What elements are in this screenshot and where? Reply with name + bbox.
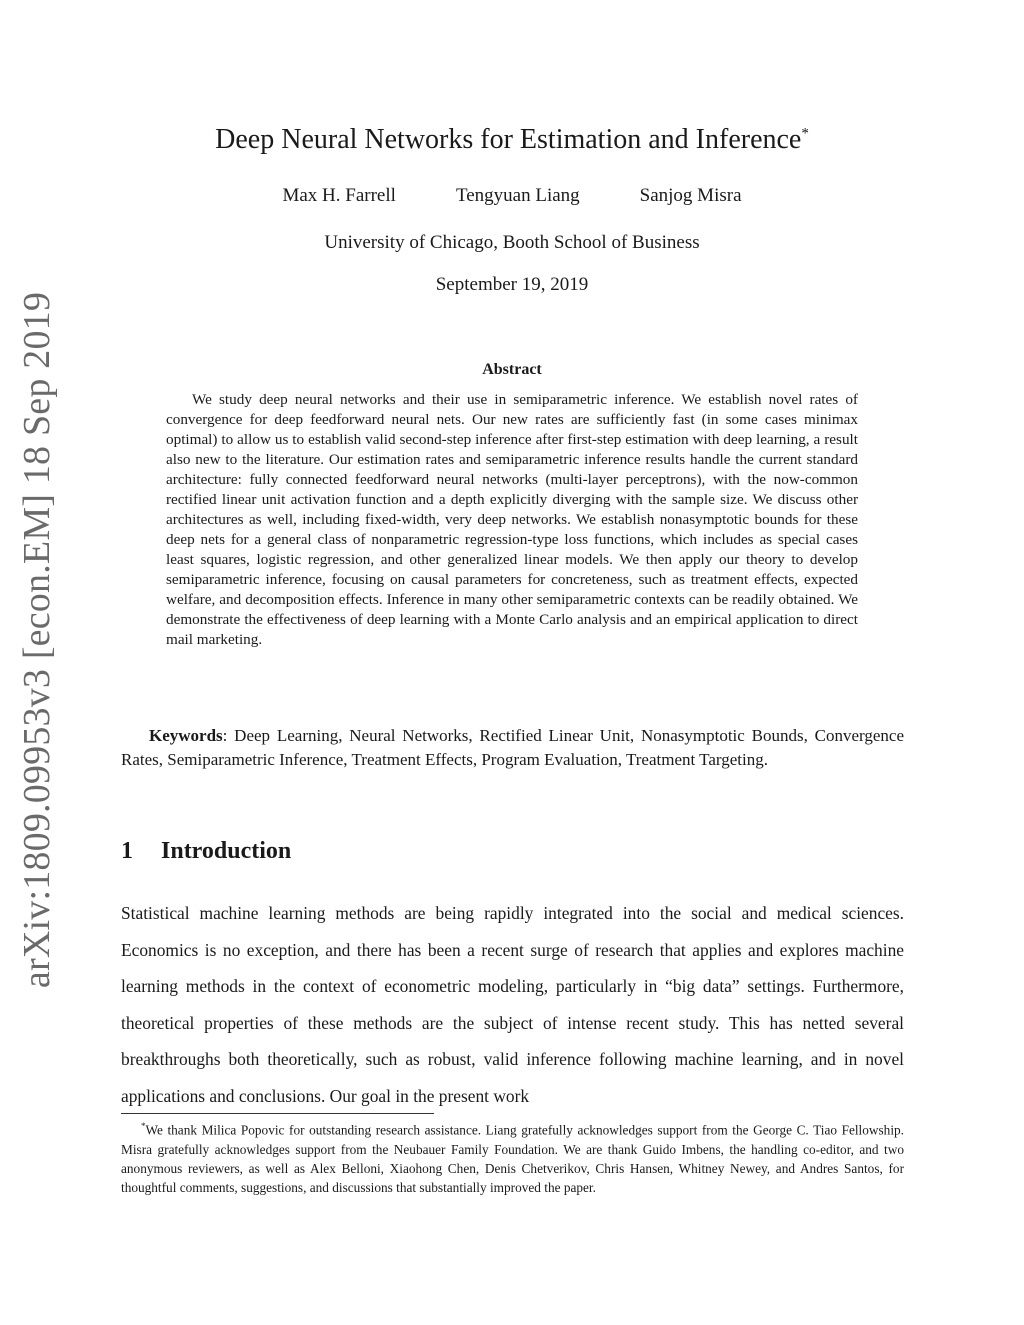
keywords-label: Keywords (149, 726, 223, 745)
author-liang: Tengyuan Liang (455, 185, 580, 206)
footnote-text: We thank Milica Popovic for outstanding research assistance. Liang gratefully acknowledges support from the George C. Tiao Fellowship. Misra gratefully acknowledges support from the Neubauer Family Foundation. We are thank Guido Imbens, the handling co-editor, and two anonymous reviewers, as well as Alex Belloni, Xiaohong Chen, Denis Chetverikov, Chris Hansen, Whitney Newey, and Andres Santos, for thoughtful comments, suggestions, and discussions that substantially improved the paper. (121, 1122, 904, 1196)
keywords-list: : Deep Learning, Neural Networks, Rectified Linear Unit, Nonasymptotic Bounds, Convergence Rates, Semiparametric Inference, Treatment Effects, Program Evaluation, Treatment Targeting. (121, 726, 904, 769)
footnote-mark: * (141, 1121, 146, 1131)
paper-date: September 19, 2019 (435, 274, 589, 295)
section-title-text: Introduction (161, 838, 292, 864)
keywords-paragraph (121, 724, 904, 772)
footnote (121, 1117, 904, 1198)
section-number: 1 (121, 838, 133, 864)
title-footnote-mark[interactable]: * (801, 125, 809, 142)
footnote-divider (121, 1113, 434, 1114)
author-farrell: Max H. Farrell (282, 185, 396, 206)
introduction-paragraph: Statistical machine learning methods are being rapidly integrated into the social and medical sciences. Economics is no exception, and there has been a recent surge of research that applies and explores machine learning methods in the context of econometric modeling, particularly in “big data” settings. Furthermore, theoretical properties of these methods are the subject of intense recent study. This has netted several breakthroughs both theoretically, such as robust, valid inference following machine learning, and in novel applications and conclusions. Our goal in the present work (121, 903, 904, 1106)
arxiv-identifier[interactable]: arXiv:1809.09953v3 [econ.EM] 18 Sep 2019 (16, 291, 58, 989)
section-heading-introduction (121, 838, 291, 865)
paper-title (0, 124, 1024, 156)
author-misra: Sanjog Misra (639, 185, 742, 206)
abstract-text: We study deep neural networks and their use in semiparametric inference. We establish novel rates of convergence for deep feedforward neural nets. Our new rates are sufficiently fast (in some cases minimax optimal) to allow us to establish valid second-step inference after first-step estimation with deep learning, a result also new to the literature. Our estimation rates and semiparametric inference results handle the current standard architecture: fully connected feedforward neural networks (multi-layer perceptrons), with the now-common rectified linear unit activation function and a depth explicitly diverging with the sample size. We discuss other architectures as well, including fixed-width, very deep networks. We establish nonasymptotic bounds for these deep nets for a general class of nonparametric regression-type loss functions, which includes as special cases least squares, logistic regression, and other generalized linear models. We then apply our theory to develop semiparametric inference, focusing on causal parameters for concreteness, such as treatment effects, expected welfare, and decomposition effects. Inference in many other semiparametric contexts can be readily obtained. We demonstrate the effectiveness of deep learning with a Monte Carlo analysis and an empirical application to direct mail marketing. (166, 391, 858, 648)
abstract-heading: Abstract (482, 361, 542, 378)
paper-title-text: Deep Neural Networks for Estimation and Inference (215, 124, 802, 155)
affiliation: University of Chicago, Booth School of Business (324, 232, 700, 253)
author-list (0, 185, 1024, 207)
